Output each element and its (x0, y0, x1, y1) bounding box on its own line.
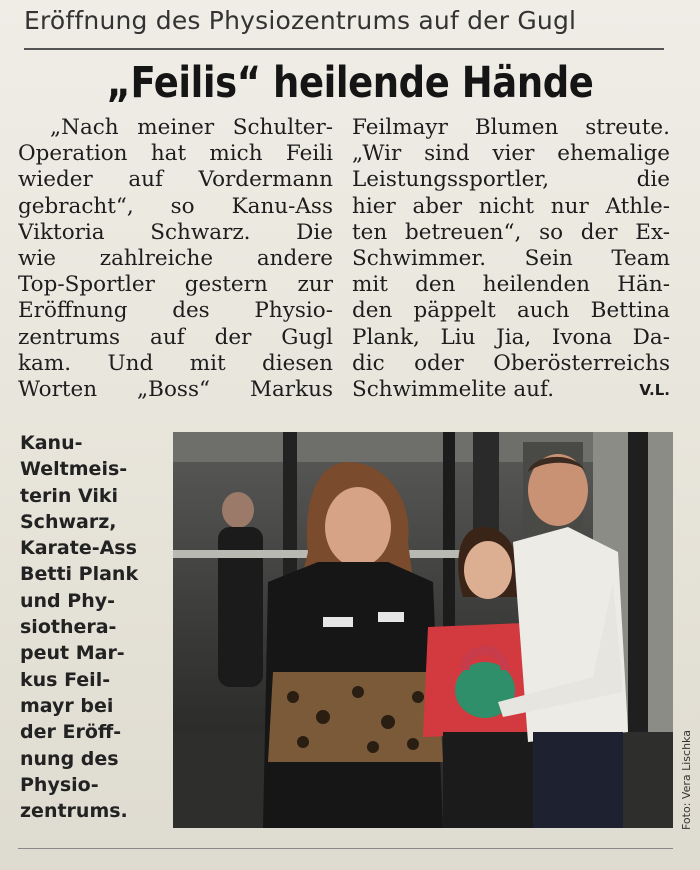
caption-line: zentrums. (20, 800, 128, 823)
word: so (170, 193, 195, 219)
word: Kanu-Ass (231, 193, 333, 219)
text-line (18, 194, 333, 220)
word: Da- (632, 324, 670, 350)
word: die (636, 167, 670, 193)
word: Schwimmer. (352, 245, 487, 271)
word: Und (107, 350, 154, 376)
word: Vordermann (198, 167, 333, 193)
text-line (18, 167, 333, 193)
word: Operation (18, 141, 128, 167)
word: vier (492, 141, 535, 167)
text-line (352, 325, 670, 351)
word: „Boss“ (137, 376, 210, 402)
word: Ex- (635, 219, 670, 245)
word: meiner (137, 115, 215, 140)
word: hier (352, 193, 396, 219)
word: Gugl (281, 324, 333, 350)
photo-credit: Foto: Vera Lischka (680, 730, 693, 830)
word: Blumen (474, 115, 559, 140)
photo-illustration (173, 432, 673, 828)
word: auf (128, 167, 163, 193)
word: auf (150, 324, 185, 350)
word: Athle- (605, 193, 670, 219)
word: Markus (249, 376, 333, 402)
text-line (18, 115, 333, 141)
text-line (18, 246, 333, 272)
word: gebracht“, (18, 193, 134, 219)
word: Feilmayr (352, 115, 448, 140)
word: kam. (18, 350, 72, 376)
word: Team (611, 245, 670, 271)
word: betreuen“, (404, 219, 522, 245)
word: streute. (585, 115, 670, 140)
word: Ivona (551, 324, 613, 350)
text-line (18, 298, 333, 324)
text-line (352, 246, 670, 272)
word: Schwarz. (150, 219, 251, 245)
caption-line: Betti Plank (20, 563, 139, 586)
word: Viktoria (18, 219, 105, 245)
text-line (18, 141, 333, 167)
text-line (18, 377, 333, 403)
word: zahlreiche (99, 245, 214, 271)
word: den (352, 298, 393, 324)
text-line (352, 377, 670, 403)
caption-line: mayr bei (20, 694, 114, 717)
word: so (539, 219, 564, 245)
word: Bettina (590, 298, 670, 324)
word: Oberösterreichs (493, 350, 670, 376)
caption-line: peut Mar- (20, 642, 125, 665)
article-column-left (18, 115, 333, 403)
word: mich (209, 141, 263, 167)
word: ehemalige (557, 141, 670, 167)
word: Hän- (617, 272, 670, 298)
word: Sein (524, 245, 573, 271)
word: zentrums (18, 324, 121, 350)
word: nur (550, 193, 589, 219)
word: Top-Sportler (18, 272, 155, 298)
text-line (352, 115, 670, 141)
word: mit (189, 350, 226, 376)
divider (18, 848, 673, 849)
text-line (352, 141, 670, 167)
caption-line: Schwarz, (20, 510, 117, 533)
word: ten (352, 219, 388, 245)
text-line (18, 325, 333, 351)
word: Worten (18, 376, 98, 402)
text-line (18, 351, 333, 377)
word: aber (412, 193, 463, 219)
word: sind (424, 141, 470, 167)
word: Plank, (352, 324, 420, 350)
caption-line: nung des (20, 747, 119, 770)
word: zur (297, 272, 333, 298)
caption-line: und Phy- (20, 589, 115, 612)
word: „Wir (352, 141, 402, 167)
article-headline: „Feilis“ heilende Hände (106, 58, 594, 108)
word: Schulter- (232, 115, 333, 140)
word: mit (352, 272, 388, 298)
caption-line: siothera- (20, 616, 117, 639)
word: wie (18, 245, 57, 271)
word: dic (352, 350, 385, 376)
text-line (18, 272, 333, 298)
word: „Nach (50, 115, 119, 140)
word: gestern (184, 272, 268, 298)
photo-caption (20, 430, 170, 824)
caption-line: terin Viki (20, 484, 119, 507)
word: der (214, 324, 252, 350)
text-line (352, 298, 670, 324)
word: nicht (478, 193, 535, 219)
word: Leistungssportler, (352, 167, 550, 193)
caption-line: Karate-Ass (20, 537, 137, 560)
word: wieder (18, 167, 93, 193)
article-kicker: Eröffnung des Physiozentrums auf der Gugl (24, 6, 577, 35)
word: Die (296, 219, 333, 245)
text-line-content: Schwimmelite auf. (352, 376, 555, 402)
text-line (352, 220, 670, 246)
word: oder (414, 350, 464, 376)
word: andere (256, 245, 333, 271)
word: Eröffnung (18, 298, 128, 324)
text-line (18, 220, 333, 246)
article-column-right (352, 115, 670, 403)
article-photo (173, 432, 673, 828)
word: des (172, 298, 210, 324)
word: den (415, 272, 456, 298)
word: auch (516, 298, 570, 324)
word: heilenden (482, 272, 591, 298)
word: Physio- (254, 298, 333, 324)
text-line (352, 167, 670, 193)
word: päppelt (413, 298, 496, 324)
text-line (352, 194, 670, 220)
caption-line: Weltmeis- (20, 458, 128, 481)
word: Feili (285, 141, 333, 167)
word: der (580, 219, 618, 245)
text-line (352, 351, 670, 377)
caption-line: der Eröff- (20, 721, 122, 744)
caption-line: Physio- (20, 773, 99, 796)
word: diesen (262, 350, 333, 376)
word: hat (150, 141, 187, 167)
word: Liu (440, 324, 476, 350)
author-byline: V.L. (639, 380, 670, 399)
caption-line: Kanu- (20, 432, 83, 454)
kicker-underline (24, 48, 664, 50)
caption-line: kus Feil- (20, 668, 111, 691)
word: Jia, (496, 324, 532, 350)
text-line (352, 272, 670, 298)
